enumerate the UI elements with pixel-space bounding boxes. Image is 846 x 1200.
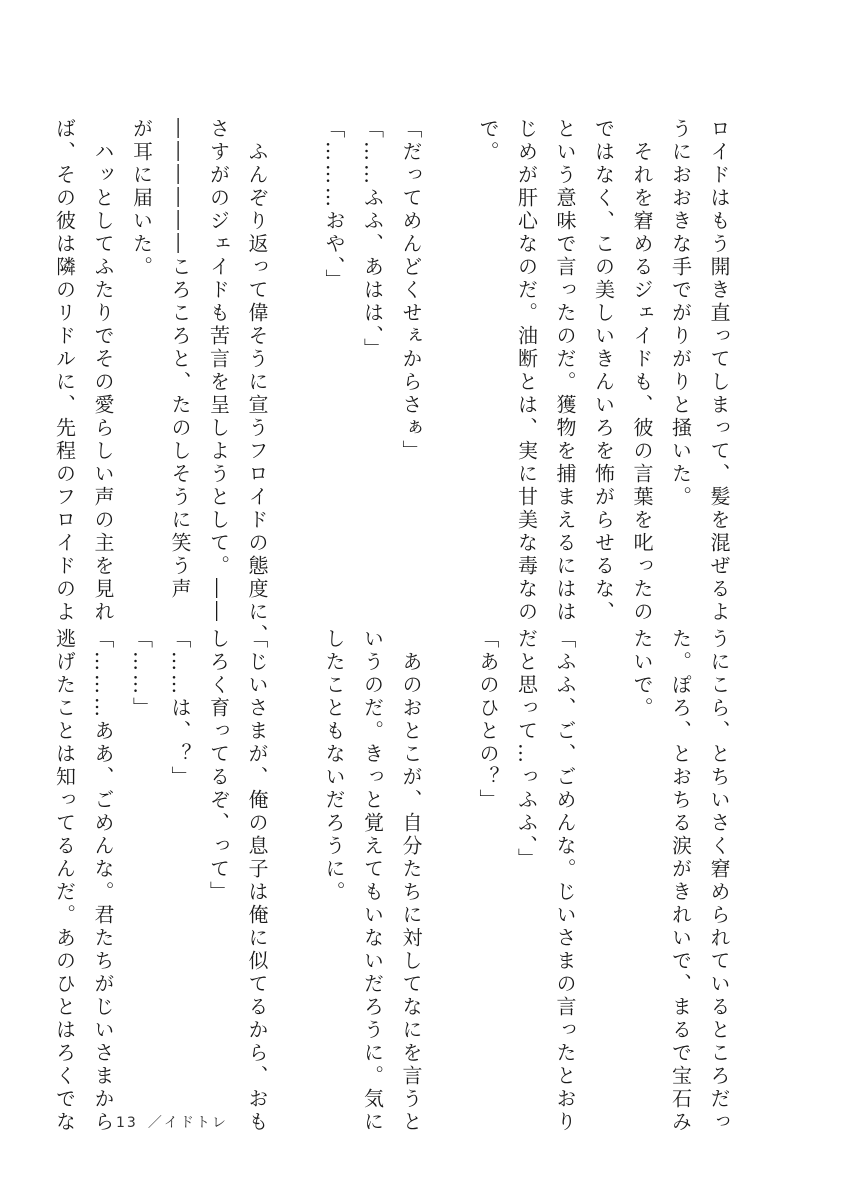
text-line: うにおおきな手でがりがりと掻いた。 xyxy=(668,118,693,509)
text-line: 「……は、？」 xyxy=(168,628,192,789)
text-line: 逃げたことは知ってるんだ。あのひとはろくでな xyxy=(52,628,77,1134)
text-line: じめが肝心なのだ。油断とは、実に甘美な毒なの xyxy=(514,118,539,624)
page-number: 13 xyxy=(116,1115,138,1131)
text-line: ハッとしてふたりでその愛らしい声の主を見れ xyxy=(91,118,115,624)
text-line: いうのだ。きっと覚えてもいないだろうに。気に xyxy=(360,628,385,1134)
text-line: ――――――ころころと、たのしそうに笑う声 xyxy=(168,118,192,601)
text-line: 「……ふふ、あはは、」 xyxy=(360,118,385,361)
text-line: 「………ああ、ごめんな。君たちがじいさまから xyxy=(91,628,115,1134)
text-line xyxy=(430,628,469,1098)
text-line: だと思って…っふふ、」 xyxy=(514,628,539,871)
text-line: 「だってめんどくせぇからさぁ」 xyxy=(399,118,423,463)
text-line: したこともないだろうに。 xyxy=(322,628,346,904)
text-line: 「じいさまが、俺の息子は俺に似てるから、おも xyxy=(245,628,269,1134)
text-line xyxy=(430,118,469,588)
text-line: 「あのひとの？」 xyxy=(476,628,500,812)
text-line: しろく育ってるぞ、って」 xyxy=(206,628,231,904)
text-line: 「……」 xyxy=(129,628,154,720)
text-line: あのおとこが、自分たちに対してなにを言うと xyxy=(399,628,423,1134)
text-line: で。 xyxy=(476,118,500,164)
text-line: ば、その彼は隣のリドルに、先程のフロイドのよ xyxy=(52,118,77,624)
text-line: ロイドはもう開き直ってしまって、髪を混ぜるよ xyxy=(707,118,731,624)
text-block-top xyxy=(52,118,738,647)
text-line: が耳に届いた。 xyxy=(129,118,154,279)
text-line: 「ふふ、ご、ごめんな。じいさまの言ったとおり xyxy=(553,628,577,1134)
text-line: という意味で言ったのだ。獲物を捕まえるにはは xyxy=(553,118,577,624)
text-line xyxy=(276,118,315,588)
text-line: それを窘めるジェイドも、彼の言葉を叱ったの xyxy=(630,118,654,624)
text-line: うにこら、とちいさく窘められているところだっ xyxy=(707,628,731,1134)
running-title: ／イドトレ xyxy=(147,1115,228,1131)
text-line: たいで。 xyxy=(630,628,654,720)
text-line: ではなく、この美しいきんいろを怖がらせるな、 xyxy=(591,118,616,624)
text-line xyxy=(276,628,315,1098)
text-line: 「………おや、」 xyxy=(322,118,346,292)
text-line: ふんぞり返って偉そうに宣うフロイドの態度に、 xyxy=(245,118,269,647)
page-footer xyxy=(116,1112,238,1132)
text-line xyxy=(584,628,623,1098)
text-line: た。ぽろ、とおちる涙がきれいで、まるで宝石み xyxy=(668,628,693,1134)
text-line: さすがのジェイドも苦言を呈しようとして。―― xyxy=(206,118,231,624)
